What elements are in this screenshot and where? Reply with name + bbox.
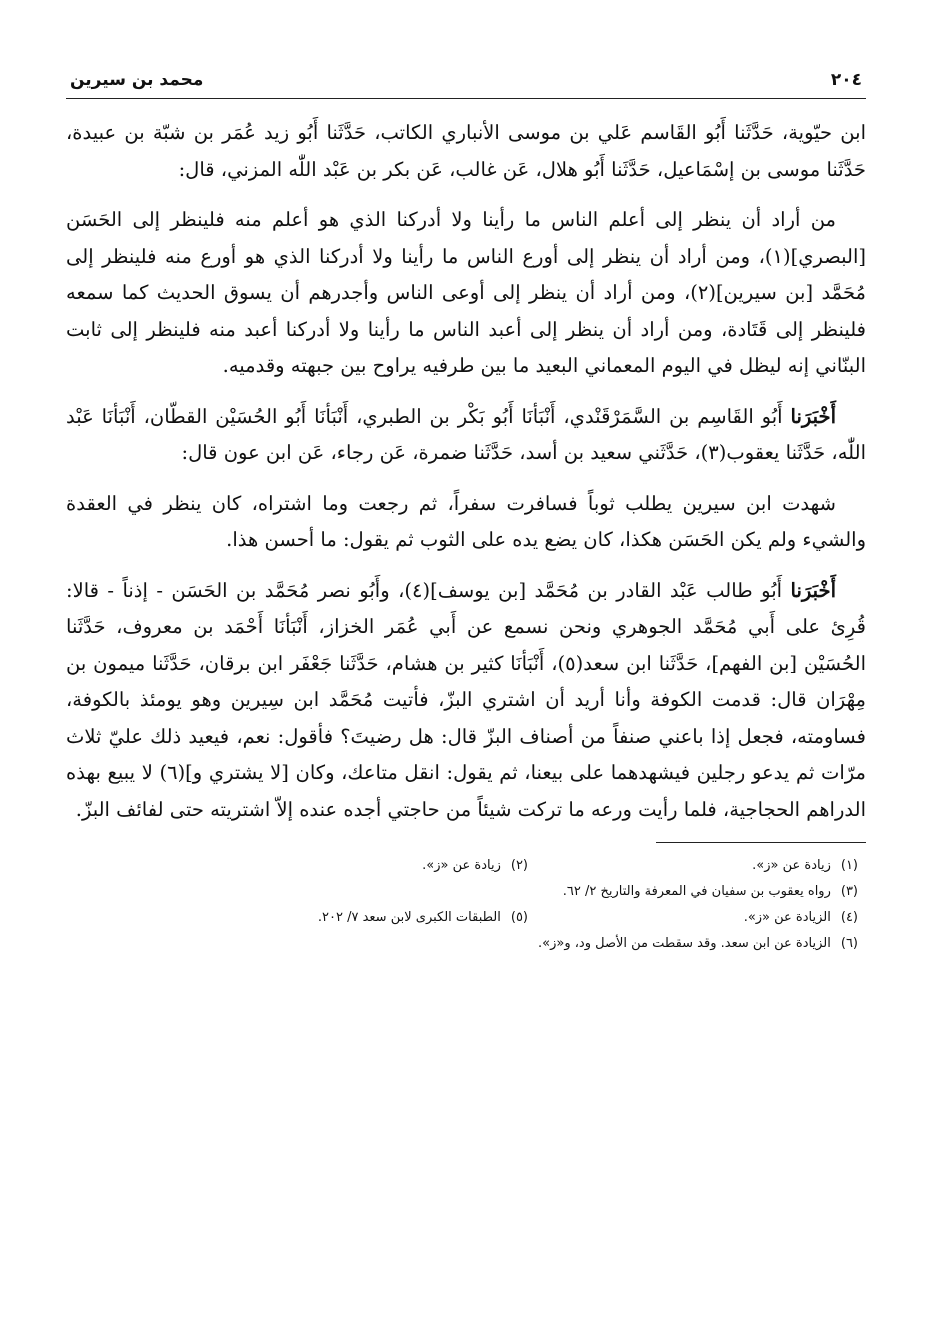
footnote-line [66,879,858,905]
paragraph-text: من أراد أن ينظر إلى أعلم الناس ما رأينا ولا أدركنا الذي هو أعلم منه فلينظر إلى الحَسَن [البصري](١)، ومن أراد أن ينظر إلى أورع الناس ما رأينا ولا أدركنا الذي هو أورع منه فلينظر إلى مُحَمَّد [بن سيرين](٢)، ومن أراد أن ينظر إلى أوعى الناس وأجدرهم أن يسوق الحديث كما سمعه فلينظر إلى قَتَادة، ومن أراد أن ينظر إلى أعبد الناس ما رأينا ولا أدركنا أعبد منه فلينظر إلى ثابت البنّاني إنه ليظل في اليوم المعماني البعيد ما بين طرفيه يراوح بين جبهته وقدميه. [66,208,867,377]
footnote [563,879,858,905]
footnote [528,905,858,931]
footnote-number: (١) [840,858,858,873]
footnote-text: زيادة عن «ز». [422,858,501,873]
footnote-line [66,931,858,957]
footnote-line [66,853,858,879]
footnote-number: (٢) [510,858,528,873]
paragraph [66,399,866,472]
paragraph-text: أَبُو طالب عَبْد القادر بن مُحَمَّد [بن يوسف](٤)، وأَبُو نصر مُحَمَّد بن الحَسَن - إذناً - قالا: قُرِئ على أَبي مُحَمَّد الجوهري ونحن نسمع عن أَبي عُمَر الخزاز، أَنْبَأنَا أَحْمَد بن معروف، حَدَّثَنا الحُسَيْن [بن الفهم]، حَدَّثَنا ابن سعد(٥)، أَنْبَأنَا كثير بن هشام، حَدَّثَنا جَعْفَر ابن برقان، حَدَّثَنا ميمون بن مِهْرَان قال: قدمت الكوفة وأنا أريد أن اشتري البزّ، فأتيت مُحَمَّد ابن سِيرين وهو يومئذ بالكوفة، فساومته، فجعل إذا باعني صنفاً من أصناف البزّ قال: هل رضيتَ؟ فأقول: نعم، فيعيد ذلك عليّ ثلاث مرّات ثم يدعو رجلين فيشهدهما على بيعنا، ثم يقول: انقل متاعك، وكان [لا يشتري و](٦) لا يبيع بهذه الدراهم الحجاجية، فلما رأيت ورعه ما تركت شيئاً من حاجتي أجده عنده إلاّ اشتريته حتى لفائف البزّ. [66,578,866,821]
paragraph [66,202,866,385]
main-text [66,115,866,828]
footnote-number: (٦) [840,936,858,951]
header-rule [66,98,866,99]
footnote-text: الزيادة عن «ز». [743,910,831,925]
paragraph-text: أَبُو القَاسِم بن السَّمَرْقَنْدي، أَنْبَأنَا أَبُو بَكْر بن الطبري، أَنْبَأنَا أَبُو الحُسَيْن القطّان، أَنْبَأنَا عَبْد اللّٰه، حَدَّثَنا يعقوب(٣)، حَدَّثَني سعيد بن أسد، حَدَّثَنا ضمرة، عَن رجاء، عَن ابن عون قال: [66,404,866,464]
footnote-rule [656,842,866,843]
footnote [318,905,528,931]
page-number: ٢٠٤ [830,70,862,90]
footnote-text: الزيادة عن ابن سعد. وقد سقطت من الأصل ود، و«ز». [538,936,831,951]
paragraph [66,115,866,188]
running-title: محمد بن سيرين [70,70,204,90]
paragraph [66,486,866,559]
paragraph-text: ابن حيّوية، حَدَّثَنا أَبُو القَاسم عَلي بن موسى الأنباري الكاتب، حَدَّثَنا أَبُو زيد عُمَر بن شبّة بن عبيدة، حَدَّثَنا موسى بن إسْمَاعيل، حَدَّثَنا أَبُو هلال، عَن غالب، عَن بكر بن عَبْد اللّٰه المزني، قال: [66,121,866,181]
footnotes [66,853,866,957]
footnote-text: الطبقات الكبرى لابن سعد ٧/ ٢٠٢. [317,910,501,925]
footnote-line [66,905,858,931]
footnote-text: رواه يعقوب بن سفيان في المعرفة والتاريخ ٢/ ٦٢. [562,884,831,899]
paragraph-lead-word: أَخْبَرَنا [790,404,836,428]
footnote [538,931,858,957]
footnote [528,853,858,879]
paragraph [66,573,866,829]
footnote-text: زيادة عن «ز». [752,858,831,873]
footnote [422,853,528,879]
page-header [66,70,866,98]
paragraph-text: شهدت ابن سيرين يطلب ثوباً فسافرت سفراً، ثم رجعت وما اشتراه، كان ينظر في العقدة والشيء ولم يكن الحَسَن هكذا، كان يضع يده على الثوب ثم يقول: ما أحسن هذا. [66,491,866,551]
paragraph-lead-word: أَخْبَرَنا [790,578,836,602]
footnote-number: (٣) [840,884,858,899]
footnote-number: (٤) [840,910,858,925]
footnote-number: (٥) [510,910,528,925]
